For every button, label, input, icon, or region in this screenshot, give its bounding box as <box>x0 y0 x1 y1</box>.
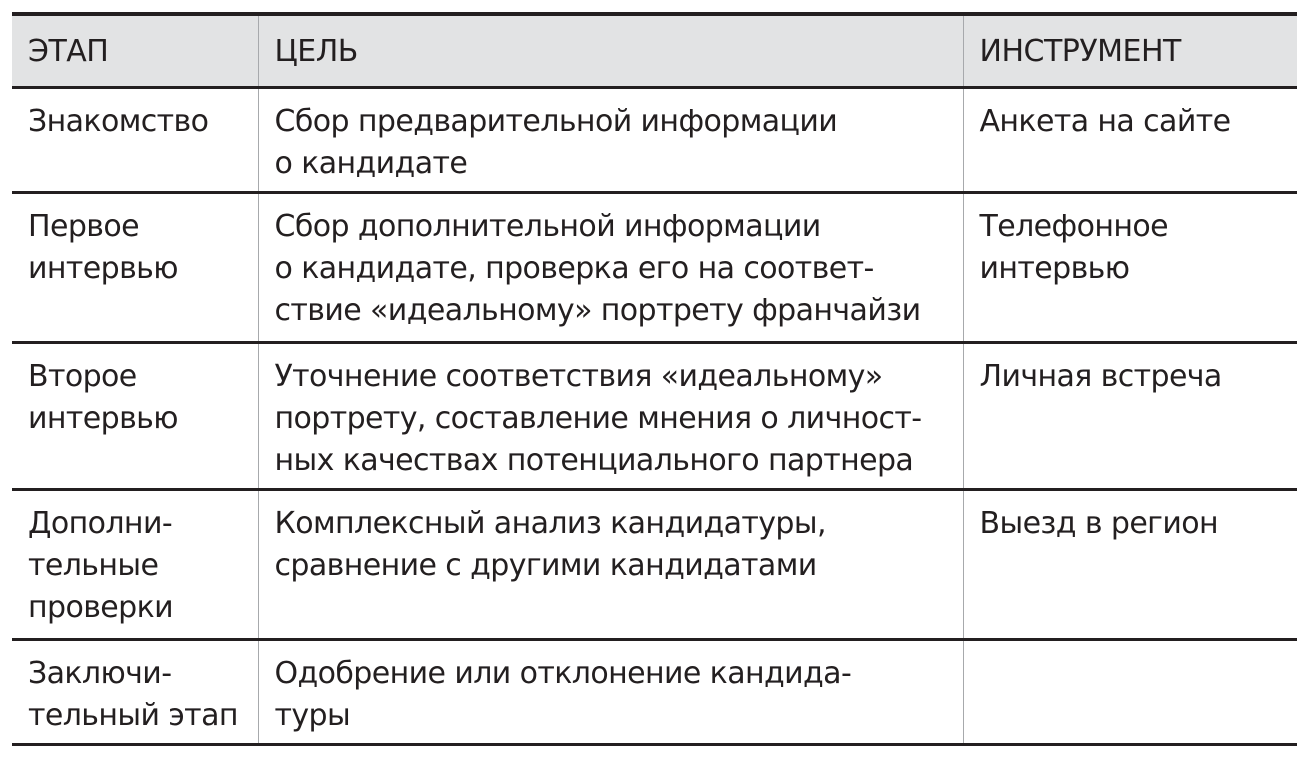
goal-text: ных качествах потенциального партнера <box>274 443 914 478</box>
table-body <box>12 88 1297 745</box>
stage-text: Дополни- <box>28 506 173 541</box>
stage-text: Заключи- <box>28 656 172 691</box>
goal-text: Одобрение или отклонение кандида- <box>274 656 852 691</box>
table-row <box>12 640 1297 745</box>
table-row <box>12 88 1297 193</box>
stage-cell <box>12 88 258 193</box>
tool-text: интервью <box>979 251 1130 286</box>
header-tool: ИНСТРУМЕНТ <box>963 14 1297 88</box>
header-row <box>12 14 1297 88</box>
goal-text: Комплексный анализ кандидатуры, <box>274 506 826 541</box>
tool-text: Выезд в регион <box>979 506 1218 541</box>
goal-text: туры <box>274 698 351 733</box>
table-row <box>12 193 1297 343</box>
goal-cell <box>258 88 963 193</box>
table-header <box>12 14 1297 88</box>
stage-text: проверки <box>28 590 174 625</box>
stage-text: интервью <box>28 251 178 286</box>
goal-cell <box>258 193 963 343</box>
table-row <box>12 490 1297 640</box>
stage-text: тельные <box>28 548 159 583</box>
goal-text: Сбор предварительной информации <box>274 104 838 139</box>
goal-cell <box>258 343 963 490</box>
tool-text: Анкета на сайте <box>979 104 1231 139</box>
tool-text: Личная встреча <box>979 359 1222 394</box>
goal-text: ствие «идеальному» портрету франчайзи <box>274 293 921 328</box>
tool-cell <box>963 490 1297 640</box>
stage-text: Первое <box>28 209 139 244</box>
goal-text: Сбор дополнительной информации <box>274 209 821 244</box>
stage-cell <box>12 640 258 745</box>
goal-cell <box>258 490 963 640</box>
stage-text: Второе <box>28 359 137 394</box>
goal-text: сравнение с другими кандидатами <box>274 548 817 583</box>
tool-cell <box>963 343 1297 490</box>
stage-text: интервью <box>28 401 178 436</box>
tool-cell <box>963 88 1297 193</box>
goal-text: о кандидате <box>274 146 468 181</box>
tool-cell <box>963 640 1297 745</box>
goal-text: о кандидате, проверка его на соответ- <box>274 251 874 286</box>
franchise-selection-table <box>12 12 1297 746</box>
goal-text: портрету, составление мнения о личност- <box>274 401 922 436</box>
stage-cell <box>12 343 258 490</box>
tool-text: Телефонное <box>979 209 1168 244</box>
stage-text: тельный этап <box>28 698 238 733</box>
tool-cell <box>963 193 1297 343</box>
goal-cell <box>258 640 963 745</box>
header-stage: ЭТАП <box>28 33 109 69</box>
stage-cell <box>12 490 258 640</box>
table-row <box>12 343 1297 490</box>
header-goal: ЦЕЛЬ <box>258 14 963 88</box>
stage-text: Знакомство <box>28 104 209 139</box>
franchise-selection-table-wrapper <box>12 12 1297 746</box>
goal-text: Уточнение соответствия «идеальному» <box>274 359 883 394</box>
stage-cell <box>12 193 258 343</box>
